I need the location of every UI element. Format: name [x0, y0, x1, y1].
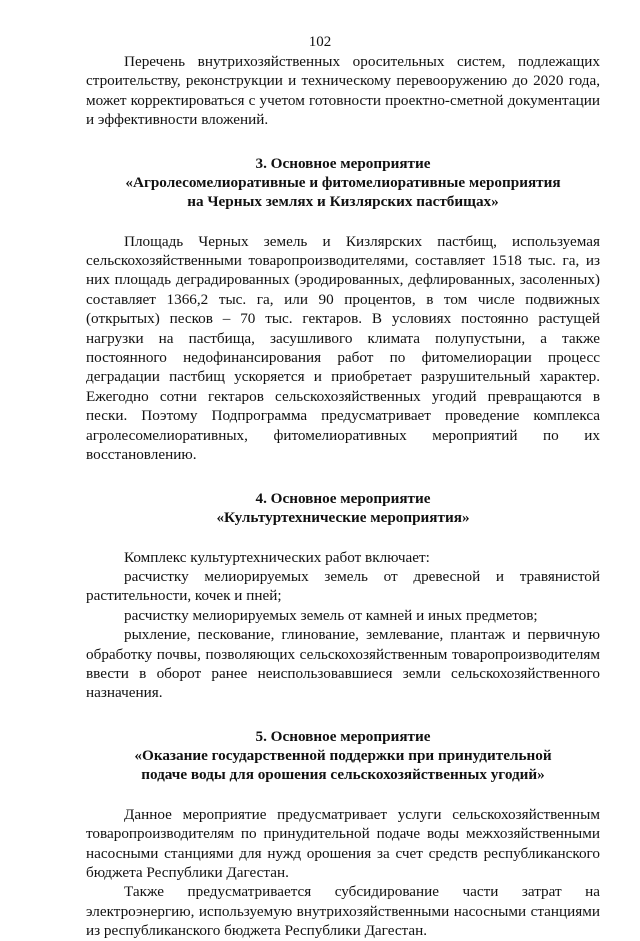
section4-heading: [86, 489, 600, 527]
section4-heading-line1: 4. Основное мероприятие: [255, 489, 431, 507]
section5-heading-line1: 5. Основное мероприятие: [255, 727, 431, 745]
document-body: [86, 52, 600, 941]
intro-paragraph: Перечень внутрихозяйственных оросительных систем, подлежащих строительству, реконструкции и техническому перевооружению до 2020 года, может корректироваться с учетом готовности проектно-сметной документации и эффективности вложений.: [86, 53, 600, 129]
section5-heading: [86, 727, 600, 784]
section5-heading-line3: подаче воды для орошения сельскохозяйственных угодий»: [141, 765, 545, 783]
section4-item: расчистку мелиорируемых земель от камней и иных предметов;: [124, 606, 538, 624]
section3-paragraph: Площадь Черных земель и Кизлярских пастбищ, используемая сельскохозяйственными товаропроизводителями, составляет 1518 тыс. га, из них площадь деградированных (эродированных, дефлированных, засоленных) составляет 1366,2 тыс. га, или 90 процентов, в том числе подвижных (открытых) песков – 70 тыс. гектаров. В условиях постоянно растущей нагрузки на пастбища, засушливого климата полупустыни, а также постоянного недофинансирования работ по фитомелиорации процесс деградации пастбищ ускоряется и приобретает разрушительный характер. Ежегодно сотни гектаров сельскохозяйственных угодий превращаются в пески. Поэтому Подпрограмма предусматривает проведение комплекса агролесомелиоративных, фитомелиоративных мероприятий по их восстановлению.: [86, 232, 600, 464]
section3-heading: [86, 154, 600, 211]
section3-heading-line2: «Агролесомелиоративные и фитомелиоративные мероприятия: [125, 173, 561, 191]
section4-item: Комплекс культуртехнических работ включает:: [124, 548, 430, 566]
section5-heading-line2: «Оказание государственной поддержки при принудительной: [134, 746, 552, 764]
section3-heading-line3: на Черных землях и Кизлярских пастбищах»: [187, 192, 499, 210]
page-number: 102: [308, 34, 332, 50]
section4-item: рыхление, пескование, глинование, землевание, плантаж и первичную обработку почвы, позволяющих сельскохозяйственным товаропроизводителям ввести в оборот ранее неиспользовавшиеся земли сельскохозяйственного назначения.: [86, 626, 600, 702]
section5-paragraph: Также предусматривается субсидирование части затрат на электроэнергию, используемую внутрихозяйственными насосными станциями из республиканского бюджета Республики Дагестан.: [86, 883, 600, 940]
section5-paragraph: Данное мероприятие предусматривает услуги сельскохозяйственным товаропроизводителям по принудительной подаче воды межхозяйственными насосными станциями для нужд орошения за счет средств республиканского бюджета Республики Дагестан.: [86, 805, 600, 881]
section4-item: расчистку мелиорируемых земель от древесной и травянистой растительности, кочек и пней;: [86, 567, 600, 605]
section4-heading-line2: «Культуртехнические мероприятия»: [216, 508, 470, 526]
section3-heading-line1: 3. Основное мероприятие: [255, 154, 431, 172]
